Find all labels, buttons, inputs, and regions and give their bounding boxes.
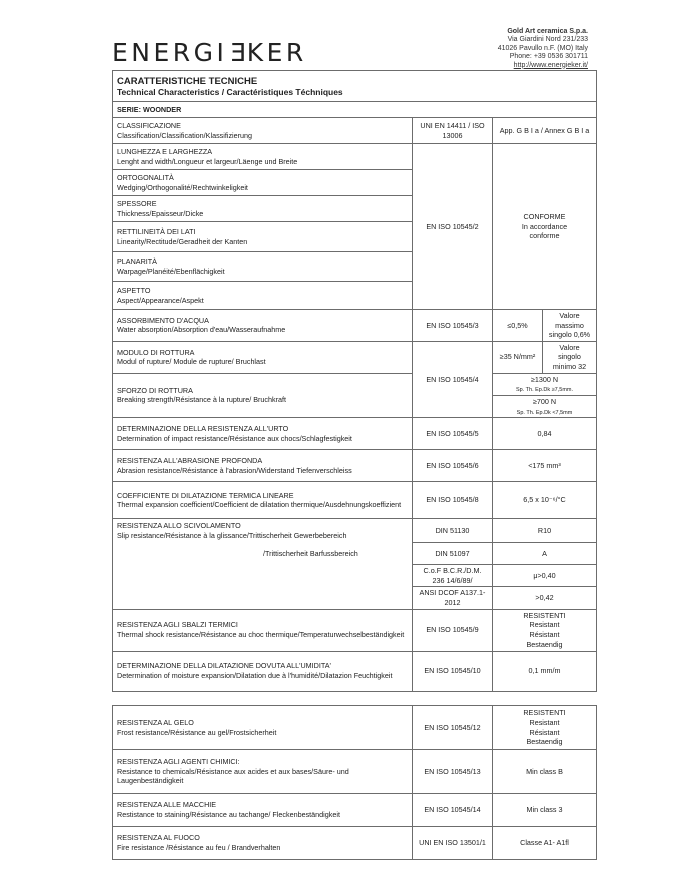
conforme-l3: conforme — [529, 231, 560, 241]
norm-cell: DIN 51130 — [413, 519, 493, 543]
row-scivolamento — [113, 519, 413, 543]
row-desc: Warpage/Planéité/Ebenflächigkeit — [117, 266, 225, 276]
row-desc: Slip resistance/Résistance à la glissance/Trittischerheit Gewerbebereich — [117, 530, 347, 540]
row-desc: Resistance to chemicals/Résistance aux acides et aux bases/Säure- und Laugenbeständigkeit — [117, 766, 349, 786]
serie-label: SERIE: WOONDER — [113, 102, 597, 118]
value-cell: <175 mm³ — [493, 450, 597, 482]
conforme-l1: CONFORME — [523, 212, 566, 222]
row-title: RESISTENZA ALL'ABRASIONE PROFONDA — [117, 456, 263, 466]
row-title: DETERMINAZIONE DELLA RESISTENZA ALL'URTO — [117, 424, 289, 434]
norm-cell: C.o.F B.C.R./D.M. 236 14/6/89/ — [413, 565, 493, 587]
company-info — [498, 28, 588, 70]
norm-cell: DIN 51097 — [413, 543, 493, 565]
row-desc: Restistance to staining/Résistance au tachange/ Fleckenbeständigkeit — [117, 810, 340, 819]
value-cell — [493, 706, 597, 750]
norm-cell: EN ISO 10545/5 — [413, 418, 493, 450]
company-phone: Phone: +39 0536 301711 — [509, 53, 588, 61]
value-line: Resistant — [529, 717, 560, 727]
row-title: RETTILINEITÀ DEI LATI — [117, 226, 196, 236]
value-line: Resistant — [529, 620, 560, 630]
table-title-cell — [113, 71, 597, 102]
value-cell: μ>0,40 — [493, 565, 597, 587]
row-title: SPESSORE — [117, 198, 157, 208]
row-title: MODULO DI ROTTURA — [117, 347, 195, 357]
row-title: RESISTENZA ALLO SCIVOLAMENTO — [117, 521, 241, 531]
note-cell: Valore massimo singolo 0,6% — [543, 310, 597, 342]
row-title: CLASSIFICAZIONE — [117, 120, 181, 130]
row-title: ASPETTO — [117, 285, 151, 295]
company-url[interactable]: http://www.energieker.it/ — [513, 61, 588, 69]
conforme-l2: In accordance — [521, 221, 568, 231]
row-assorbimento — [113, 310, 413, 342]
value-cell: App. G B I a / Annex G B I a — [493, 118, 597, 144]
sforzo-value-2: ≥700 N — [532, 396, 557, 406]
company-address-2: 41026 Pavullo n.F. (MO) Italy — [497, 44, 588, 52]
row-title: COEFFICIENTE DI DILATAZIONE TERMICA LINEARE — [117, 490, 294, 500]
table-subtitle: Technical Characteristics / Caractéristiques Téchniques — [117, 86, 343, 97]
row-title: RESISTENZA ALLE MACCHIE — [117, 800, 217, 810]
value-line: Bestaendig — [526, 737, 563, 747]
norm-cell: UNI EN 14411 / ISO 13006 — [413, 118, 493, 144]
sforzo-note-2: Sp. Th. Ep.Dk <7,5mm — [516, 409, 573, 416]
row-chimici — [113, 750, 413, 794]
row-title: ORTOGONALITÀ — [117, 172, 174, 182]
value-cell: 0,1 mm/m — [493, 651, 597, 691]
row-title: LUNGHEZZA E LARGHEZZA — [117, 146, 213, 156]
row-desc: Modul of rupture/ Module de rupture/ Bruchlast — [117, 357, 266, 367]
row-desc: Aspect/Appearance/Aspekt — [117, 295, 204, 305]
value-cell: >0,42 — [493, 587, 597, 609]
note-cell: Valore singolo minimo 32 — [543, 341, 597, 373]
sforzo-values — [493, 373, 597, 417]
row-title: RESISTENZA AGLI SBALZI TERMICI — [117, 620, 238, 630]
conforme-cell — [493, 144, 597, 310]
row-urto — [113, 418, 413, 450]
value-line: Résistant — [529, 727, 560, 737]
row-sbalzi — [113, 609, 413, 651]
row-aspetto — [113, 282, 413, 310]
row-desc: Determination of impact resistance/Résistance aux chocs/Schlagfestigkeit — [117, 433, 352, 443]
value-cell: A — [493, 543, 597, 565]
norm-cell: EN ISO 10545/8 — [413, 482, 493, 519]
row-desc: Lenght and width/Longueur et largeur/Läenge und Breite — [117, 156, 298, 166]
norm-cell: EN ISO 10545/2 — [413, 144, 493, 310]
row-classificazione — [113, 118, 413, 144]
row-planarita — [113, 252, 413, 282]
norm-cell: EN ISO 10545/10 — [413, 651, 493, 691]
row-abrasione — [113, 450, 413, 482]
row-desc: Linearity/Rectitude/Geradheit der Kanten — [117, 236, 248, 246]
row-desc: Breaking strength/Résistance à la rupture/ Bruchkraft — [117, 395, 286, 405]
row-desc: Abrasion resistance/Résistance à l'abrasion/Widerstand Tiefenverschleiss — [117, 465, 352, 475]
row-dilatazione — [113, 482, 413, 519]
brand-logo: ENERGIEKER — [112, 38, 307, 67]
row-title: DETERMINAZIONE DELLA DILATAZIONE DOVUTA ALL'UMIDITA' — [117, 661, 331, 671]
row-title: SFORZO DI ROTTURA — [117, 385, 193, 395]
row-modulo — [113, 341, 413, 373]
value-cell: ≤0,5% — [493, 310, 543, 342]
row-scivolamento-spacer — [113, 587, 413, 609]
characteristics-table-2 — [112, 705, 597, 860]
sforzo-value-1: ≥1300 N — [530, 374, 559, 384]
row-title: RESISTENZA AL GELO — [117, 717, 194, 727]
value-line: Bestaendig — [526, 639, 563, 649]
norm-cell: EN ISO 10545/3 — [413, 310, 493, 342]
characteristics-table — [112, 70, 597, 692]
norm-cell: EN ISO 10545/14 — [413, 794, 493, 827]
value-cell: Min class 3 — [493, 794, 597, 827]
norm-cell: EN ISO 10545/9 — [413, 609, 493, 651]
row-desc: Classification/Classification/Klassifizierung — [117, 130, 253, 140]
value-cell: R10 — [493, 519, 597, 543]
value-cell: Classe A1- A1fl — [493, 827, 597, 860]
row-desc: Thermal expansion coefficient/Coefficient de dilatation thermique/Ausdehnungskoeffizient — [117, 500, 402, 510]
norm-cell: EN ISO 10545/4 — [413, 341, 493, 417]
norm-cell: EN ISO 10545/13 — [413, 750, 493, 794]
row-desc: Determination of moisture expansion/Dilatation due à l'humidité/Dilatazion Feuchtigkeit — [117, 671, 393, 681]
row-scivolamento-barefoot: /Trittischerheit Barfussbereich — [113, 543, 413, 565]
row-title: RESISTENZA AGLI AGENTI CHIMICI: — [117, 757, 240, 767]
value-cell: Min class B — [493, 750, 597, 794]
sforzo-note-1: Sp. Th. Ep.Dk ≥7,5mm. — [515, 387, 574, 394]
value-cell — [493, 609, 597, 651]
row-lunghezza — [113, 144, 413, 170]
value-cell: 6,5 x 10⁻⁶/°C — [493, 482, 597, 519]
row-title: ASSORBIMENTO D'ACQUA — [117, 315, 209, 325]
company-address-1: Via Giardini Nord 231/233 — [507, 36, 588, 44]
row-title: RESISTENZA AL FUOCO — [117, 833, 200, 843]
norm-cell: UNI EN ISO 13501/1 — [413, 827, 493, 860]
value-line: RESISTENTI — [523, 708, 566, 718]
table-title: CARATTERISTICHE TECNICHE — [117, 75, 258, 87]
value-line: Résistant — [529, 630, 560, 640]
row-gelo — [113, 706, 413, 750]
row-desc: Thickness/Epaisseur/Dicke — [117, 208, 204, 218]
company-name: Gold Art ceramica S.p.a. — [507, 28, 588, 35]
row-scivolamento-spacer — [113, 565, 413, 587]
row-desc: Thermal shock resistance/Résistance au choc thermique/Temperaturwechselbeständigkeit — [117, 630, 405, 640]
row-title: PLANARITÀ — [117, 256, 157, 266]
row-desc: Frost resistance/Résistance au gel/Frostsicherheit — [117, 727, 277, 737]
value-line: RESISTENTI — [523, 610, 566, 620]
norm-cell: EN ISO 10545/12 — [413, 706, 493, 750]
row-desc: Fire resistance /Résistance au feu / Brandverhalten — [117, 843, 281, 852]
row-spessore — [113, 196, 413, 222]
norm-cell: ANSI DCOF A137.1-2012 — [413, 587, 493, 609]
row-desc: Water absorption/Absorption d'eau/Wasseraufnahme — [117, 325, 286, 335]
row-rettilineita — [113, 222, 413, 252]
norm-cell: EN ISO 10545/6 — [413, 450, 493, 482]
value-cell: 0,84 — [493, 418, 597, 450]
row-macchie — [113, 794, 413, 827]
row-fuoco — [113, 827, 413, 860]
row-ortogonalita — [113, 170, 413, 196]
row-sforzo — [113, 373, 413, 417]
value-cell: ≥35 N/mm² — [493, 341, 543, 373]
row-umidita — [113, 651, 413, 691]
row-desc: Wedging/Orthogonalité/Rechtwinkeligkeit — [117, 182, 248, 192]
